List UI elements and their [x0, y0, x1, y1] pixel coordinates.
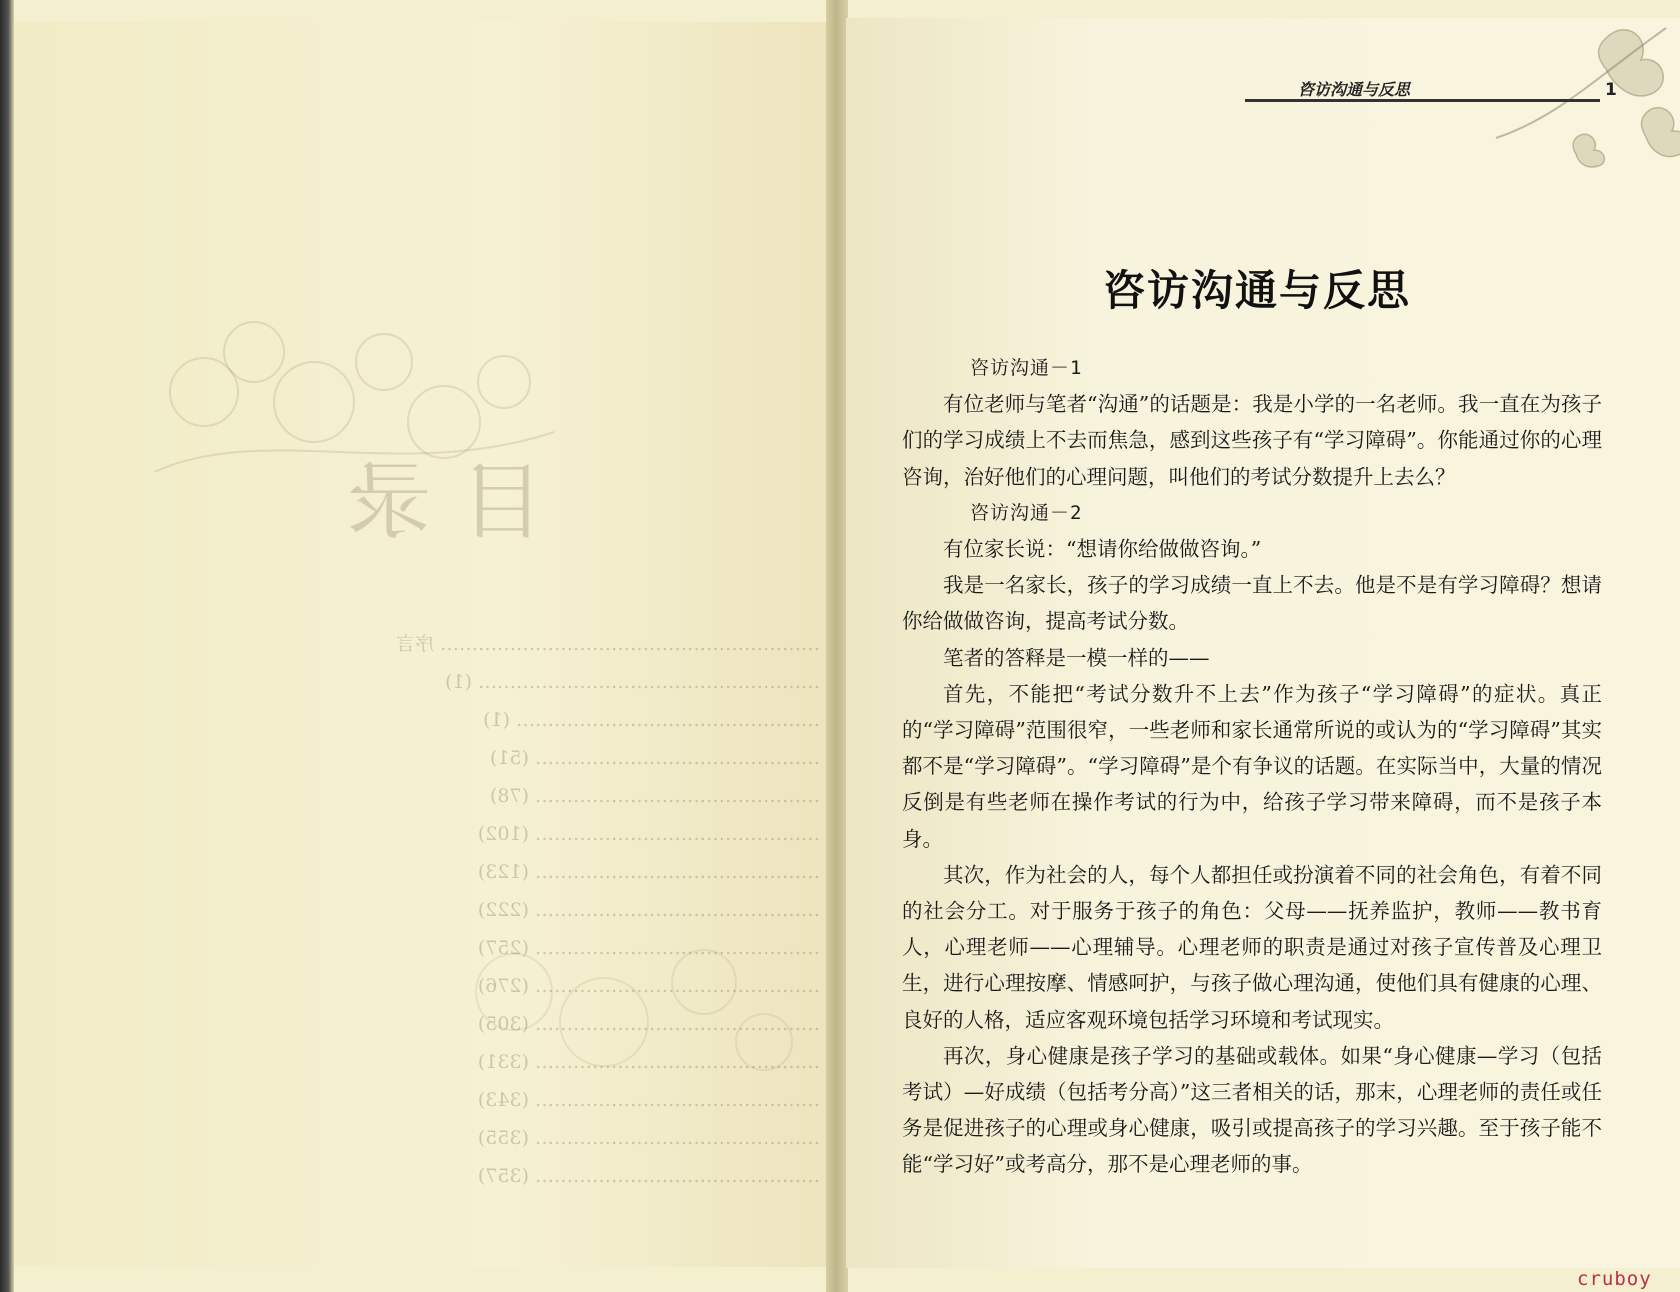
chapter-body — [902, 350, 1602, 1183]
running-head: 咨访沟通与反思 — [1298, 80, 1411, 99]
page-number: 1 — [1605, 80, 1617, 100]
book-cover-edge — [0, 0, 14, 1292]
bleed-through-text — [90, 140, 790, 185]
section-subheading: 咨访沟通－2 — [970, 501, 1083, 524]
paragraph: 有位家长说：“想请你给做做咨询。” — [943, 537, 1262, 562]
paragraph: 我是一名家长，孩子的学习成绩一直上不去。他是不是有学习障碍？想请你给做做咨询，提高考试分数。 — [902, 573, 1602, 634]
toc-row: ……………………………………… (257) — [477, 937, 820, 959]
book-gutter — [826, 0, 848, 1292]
toc-row: ……………………………………… (276) — [477, 975, 820, 997]
paragraph: 首先，不能把“考试分数升不上去”作为孩子“学习障碍”的症状。真正的“学习障碍”范围很窄，一些老师和家长通常所说的或认为的“学习障碍”其实都不是“学习障碍”。“学习障碍”是个有争议的话题。在实际当中，大量的情况反倒是有些老师在操作考试的行为中，给孩子学习带来障碍，而不是孩子本身。 — [902, 681, 1602, 851]
header-rule — [1245, 99, 1600, 102]
chapter-title: 咨访沟通与反思 — [1103, 266, 1412, 315]
floral-corner-decoration — [1456, 18, 1680, 208]
toc-row: ……………………………………… (78) — [489, 785, 820, 807]
toc-row: ……………………………………… (357) — [477, 1165, 820, 1187]
toc-row: ……………………………………… (222) — [477, 899, 820, 921]
paragraph: 笔者的答释是一模一样的—— — [943, 645, 1210, 670]
toc-row: ……………………………………… (331) — [477, 1051, 820, 1073]
toc-row: ……………………………………………… (1) — [445, 671, 820, 693]
toc-row: ……………………………………… (305) — [477, 1013, 820, 1035]
toc-row: ……………………………………… (123) — [477, 861, 820, 883]
contents-heading: 目录 — [316, 453, 545, 551]
toc-row: ……………………………………… (51) — [489, 747, 820, 769]
watermark: cruboy — [1577, 1268, 1652, 1290]
paragraph: 其次，作为社会的人，每个人都担任或扮演着不同的社会角色，有着不同的社会分工。对于服务于孩子的角色：父母——抚养监护，教师——教书育人，心理老师——心理辅导。心理老师的职责是通过对孩子宣传普及心理卫生，进行心理按摩、情感呵护，与孩子做心理沟通，使他们具有健康的心理、良好的人格，适应客观环境包括学习环境和考试现实。 — [902, 862, 1602, 1032]
paragraph: 再次，身心健康是孩子学习的基础或载体。如果“身心健康—学习（包括考试）—好成绩（包括考分高）”这三者相关的话，那末，心理老师的责任或任务是促进孩子的心理或身心健康，吸引或提高孩子的学习兴趣。至于孩子能不能“学习好”或考高分，那不是心理老师的事。 — [902, 1043, 1602, 1177]
paragraph: 有位老师与笔者“沟通”的话题是：我是小学的一名老师。我一直在为孩子们的学习成绩上不去而焦急，感到这些孩子有“学习障碍”。你能通过你的心理咨询，治好他们的心理问题，叫他们的考试分数提升上去么？ — [902, 392, 1602, 489]
toc-row: ………………………………………… (1) — [483, 709, 820, 731]
table-of-contents-ghost — [120, 625, 820, 1195]
toc-row: ……………………………………… (355) — [477, 1127, 820, 1149]
toc-row: ……………………………………… (343) — [477, 1089, 820, 1111]
section-subheading: 咨访沟通－1 — [970, 357, 1083, 379]
toc-row: ……………………………………… (102) — [477, 823, 820, 845]
toc-row: …………………………………………………… 序言 — [395, 633, 820, 655]
